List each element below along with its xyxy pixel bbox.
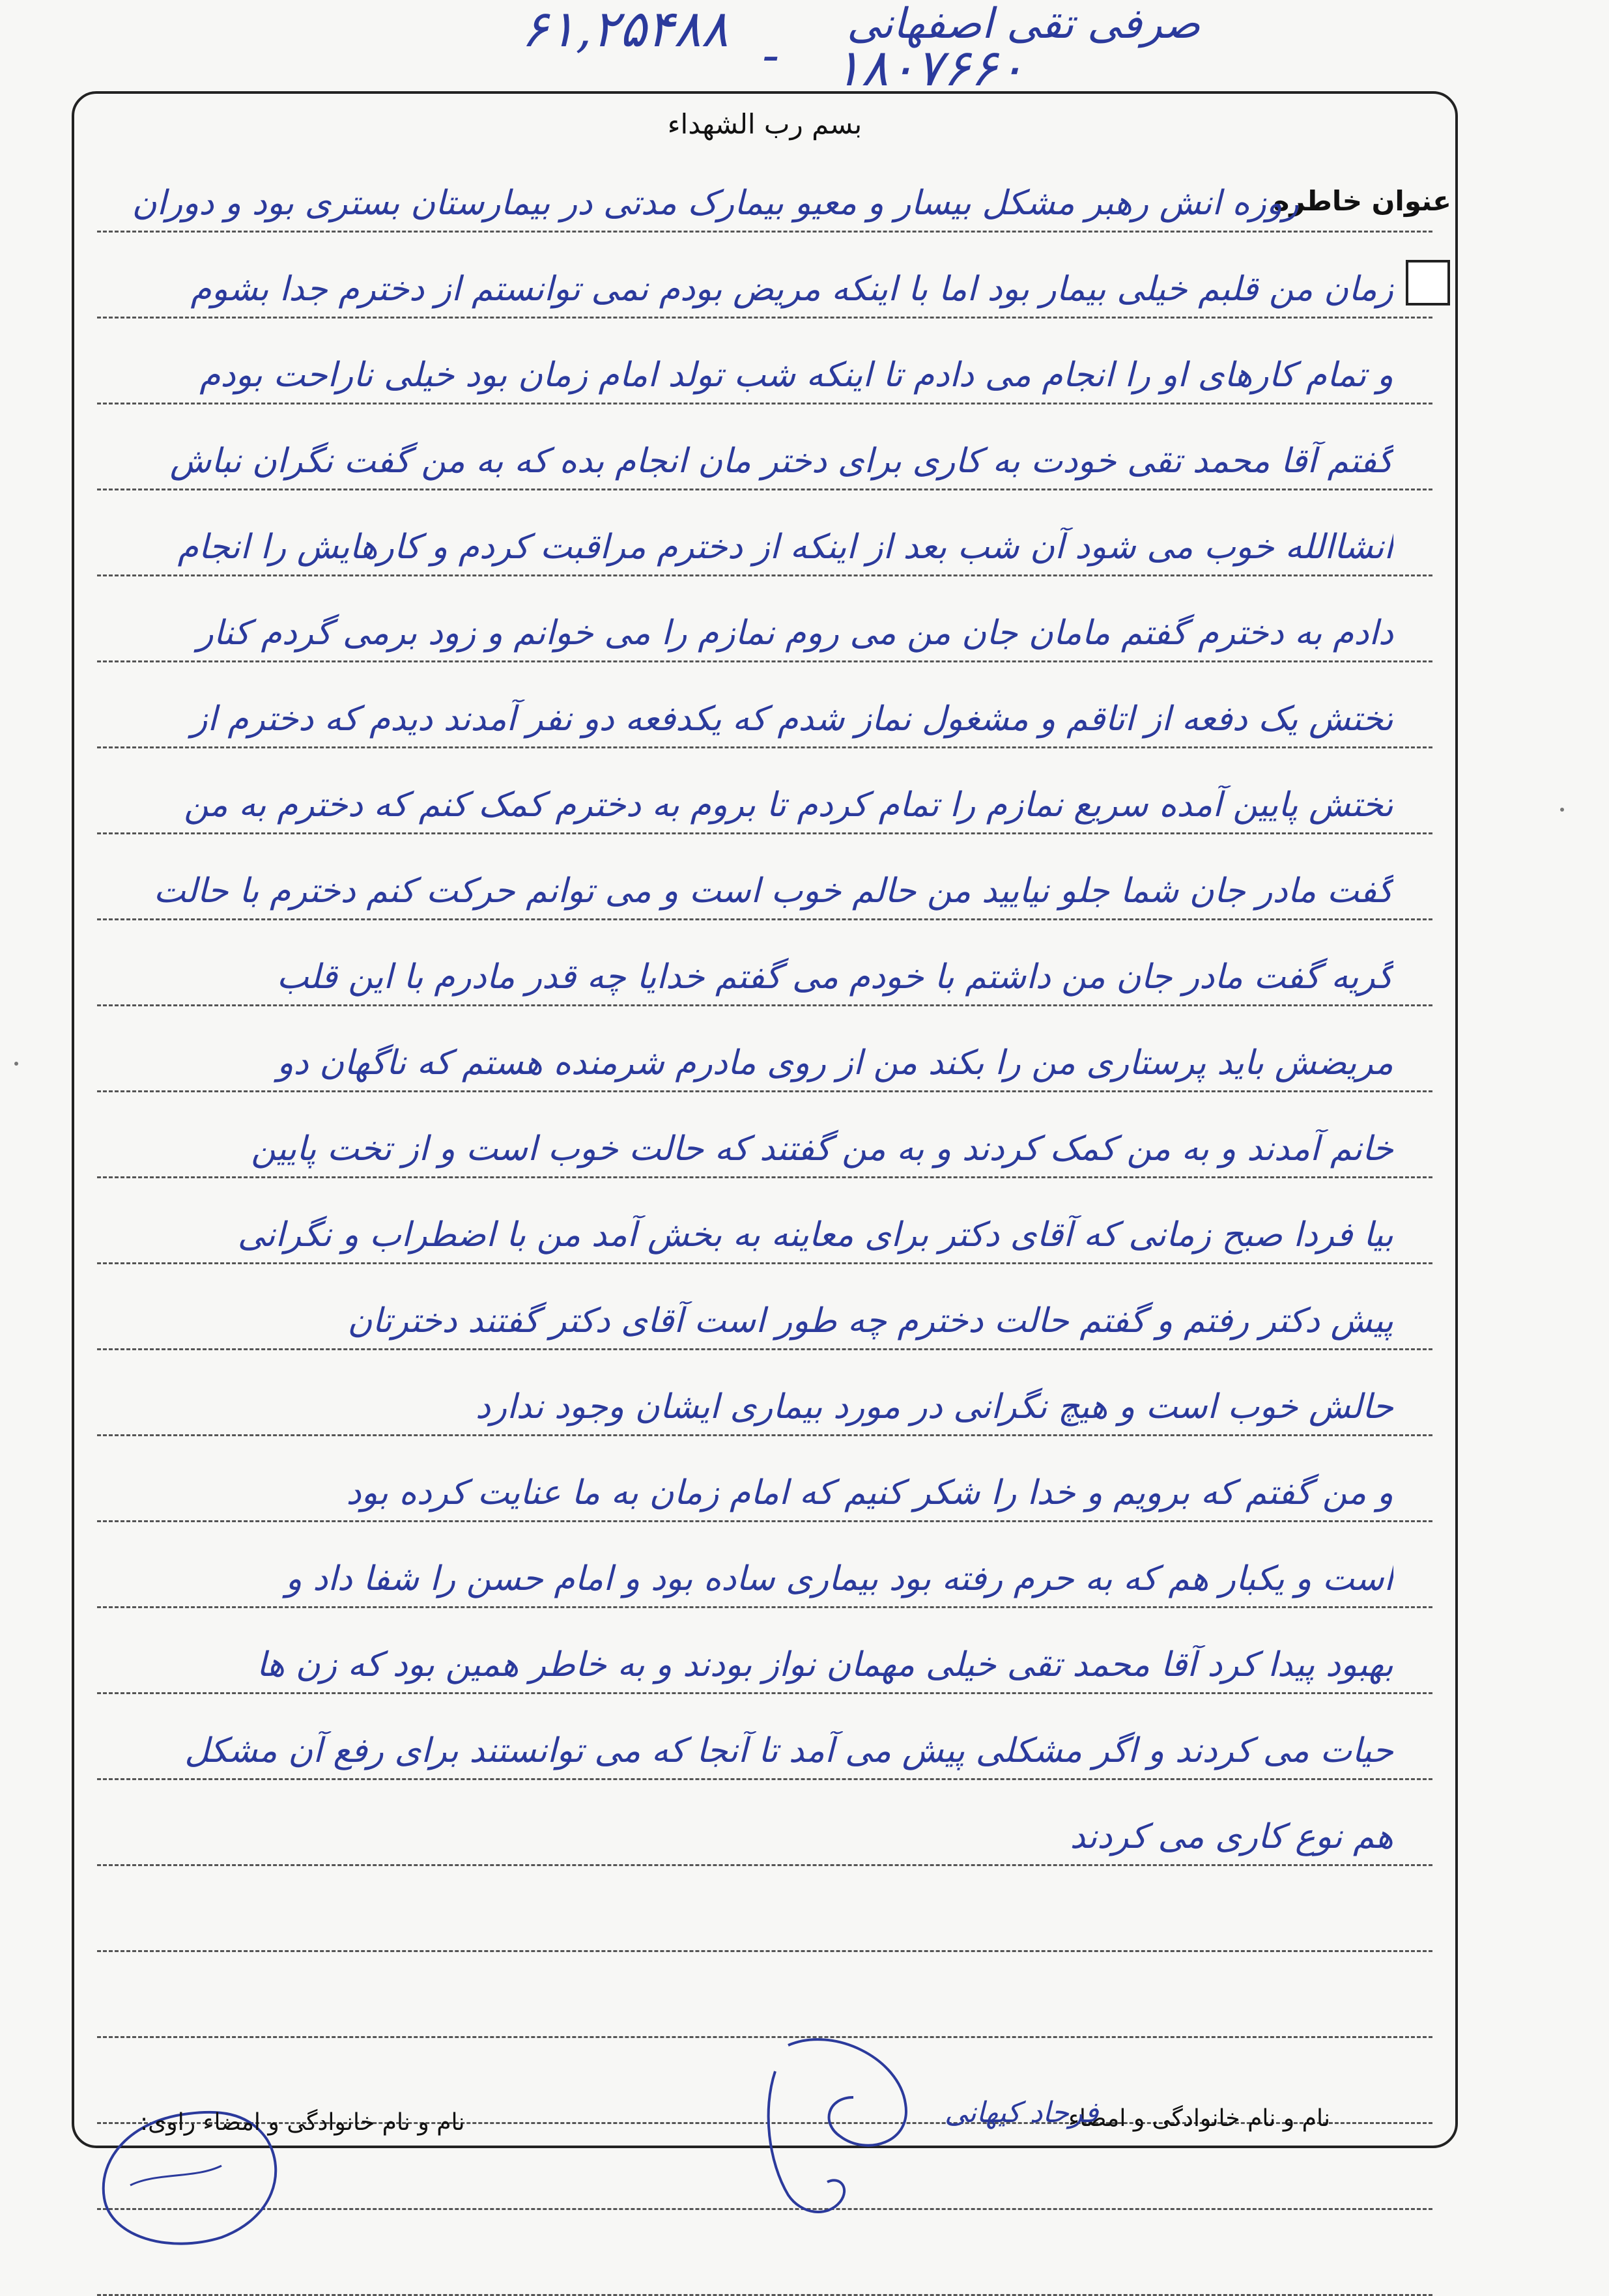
handwritten-line: است و یکبار هم که به حرم رفته بود بیماری ساده بود و امام حسن را شفا داد و [285, 1559, 1393, 1598]
ruled-line [97, 746, 1432, 748]
handwritten-line: انشاالله خوب می شود آن شب بعد از اینکه از دخترم مراقبت کردم و کارهایش را انجام [177, 528, 1393, 567]
ruled-line [97, 1692, 1432, 1694]
family-signature [749, 2032, 945, 2228]
narrator-name-note: صرفی تقی اصفهانی [847, 0, 1201, 48]
handwritten-line: و من گفتم که برویم و خدا را شکر کنیم که امام زمان به ما عنایت کرده بود [346, 1473, 1393, 1512]
ruled-line [97, 918, 1432, 920]
handwritten-line: گفت مادر جان شما جلو نیایید من حالم خوب است و می توانم حرکت کنم دخترم با حالت [153, 872, 1393, 911]
memoir-title-label: عنوان خاطره [1273, 185, 1451, 217]
ruled-line [97, 1090, 1432, 1092]
handwritten-line: بیا فردا صبح زمانی که آقای دکتر برای معاینه به بخش آمد من با اضطراب و نگرانی [237, 1215, 1393, 1254]
handwritten-line: مریضش باید پرستاری من را بکند من از روی مادرم شرمنده هستم که ناگهان دو [277, 1043, 1393, 1083]
handwritten-line: هم نوع کاری می کردند [1070, 1817, 1393, 1856]
ruled-line [97, 1606, 1432, 1608]
record-number: ۶۱,۲۵۴۸۸ [521, 0, 729, 59]
handwritten-line: گریه گفت مادر جان من داشتم با خودم می گفتم خدایا چه قدر مادرم با این قلب [276, 957, 1393, 997]
ruled-line [97, 1864, 1432, 1866]
ruled-line [97, 231, 1432, 233]
handwritten-line: تختش یک دفعه از اتاقم و مشغول نماز شدم که یکدفعه دو نفر آمدند دیدم که دخترم از [191, 700, 1393, 739]
handwritten-line: روزه انش رهبر مشکل بیسار و معیو بیمارک مدتی در بیمارستان بستری بود و دوران [132, 184, 1299, 223]
ruled-line [97, 1176, 1432, 1178]
ruled-line [97, 489, 1432, 490]
form-checkbox[interactable] [1406, 260, 1450, 305]
handwritten-line: بهبود پیدا کرد آقا محمد تقی خیلی مهمان نواز بودند و به خاطر همین بود که زن ها [256, 1645, 1393, 1684]
ruled-line [97, 1778, 1432, 1780]
handwritten-line: گفتم آقا محمد تقی خودت به کاری برای دختر مان انجام بده که به من گفت نگران نباش [169, 442, 1393, 481]
handwritten-line: تختش پایین آمده سریع نمازم را تمام کردم تا بروم به دخترم کمک کنم که دخترم به من [184, 786, 1393, 825]
handwritten-line: و تمام کارهای او را انجام می دادم تا اینکه شب تولد امام زمان بود خیلی ناراحت بودم [199, 356, 1393, 395]
family-signature-label: نام و نام خانوادگی و امضاء [1068, 2105, 1330, 2132]
margin-speck [1560, 808, 1564, 812]
memoir-form [72, 91, 1458, 2148]
handwritten-line: زمان من قلبم خیلی بیمار بود اما با اینکه مریض بودم نمی توانستم از دخترم جدا بشوم [190, 270, 1393, 309]
ruled-line [97, 832, 1432, 834]
margin-speck [14, 1062, 18, 1066]
handwritten-line: حیات می کردند و اگر مشکلی پیش می آمد تا آنجا که می توانستند برای رفع آن مشکل [184, 1731, 1393, 1770]
ruled-line [97, 1520, 1432, 1522]
handwritten-line: حالش خوب است و هیچ نگرانی در مورد بیماری ایشان وجود ندارد [475, 1387, 1393, 1426]
form-heading: بسم رب الشهداء [667, 108, 862, 140]
header-annotation [0, 0, 1609, 98]
ruled-line [97, 1004, 1432, 1006]
record-code: ۱۸۰۷۶۶۰ [834, 39, 1025, 98]
family-signature-name: فرحاد کیهانی [945, 2096, 1099, 2129]
narrator-signature-label: نام و نام خانوادگی و امضاء راوی: [140, 2109, 465, 2136]
ruled-line [97, 660, 1432, 662]
ruled-line [97, 1348, 1432, 1350]
header-separator: - [762, 26, 780, 85]
ruled-line [97, 1262, 1432, 1264]
ruled-line [97, 1950, 1432, 1952]
ruled-line [97, 574, 1432, 576]
handwritten-line: دادم به دخترم گفتم مامان جان من می روم نمازم را می خوانم و زود برمی گردم کنار [197, 614, 1393, 653]
ruled-line [97, 317, 1432, 319]
ruled-line [97, 1434, 1432, 1436]
handwritten-line: خانم آمدند و به من کمک کردند و به من گفتند که حالت خوب است و از تخت پایین [251, 1129, 1393, 1169]
handwritten-line: پیش دکتر رفتم و گفتم حالت دخترم چه طور است آقای دکتر گفتند دخترتان [347, 1301, 1393, 1340]
ruled-line [97, 403, 1432, 404]
